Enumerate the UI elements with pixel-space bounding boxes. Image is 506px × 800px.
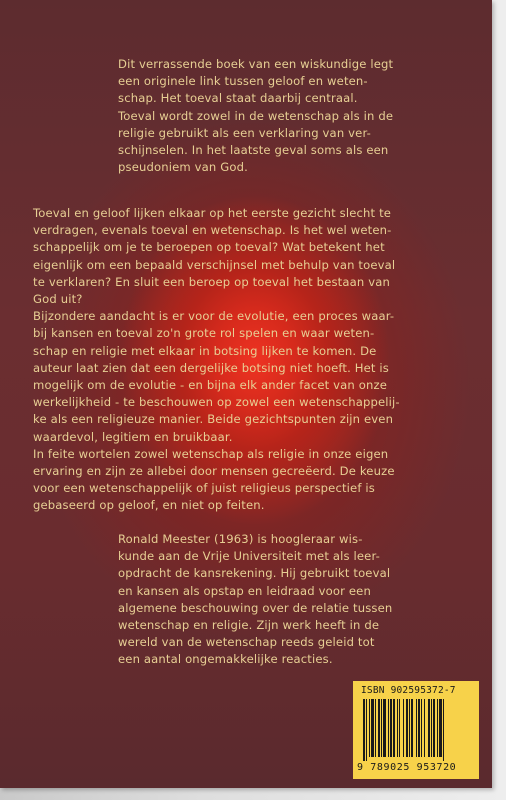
intro-line: religie gebruikt als een verklaring van ver- xyxy=(118,125,371,140)
intro-line: Dit verrassende boek van een wiskundige legt xyxy=(118,57,394,71)
body-line: Bijzondere aandacht is er voor de evolutie, een proces waar- xyxy=(33,309,395,324)
intro-paragraph xyxy=(118,56,428,176)
barcode-bar xyxy=(403,699,404,757)
isbn-barcode xyxy=(353,681,479,779)
barcode-bar xyxy=(363,699,365,761)
barcode-bar xyxy=(431,699,432,757)
barcode-bar xyxy=(439,699,442,757)
barcode-bar xyxy=(428,699,430,757)
barcode-bars xyxy=(363,699,471,761)
isbn-label: ISBN 902595372-7 xyxy=(361,685,456,696)
barcode-bar xyxy=(399,699,400,757)
body-line: schappelijk om je te beroepen op toeval? Wat betekent het xyxy=(33,240,385,255)
body-line: God uit? xyxy=(33,292,83,307)
author-bio xyxy=(118,531,428,669)
body-line: In feite wortelen zowel wetenschap als religie in onze eigen xyxy=(33,446,389,461)
bio-line: Ronald Meester (1963) is hoogleraar wis- xyxy=(118,532,363,546)
barcode-bar xyxy=(416,699,417,757)
body-line: ervaring en zijn ze allebei door mensen gecreëerd. De keuze xyxy=(33,464,395,479)
body-line: schap en religie met elkaar in botsing lijken te komen. De xyxy=(33,343,377,358)
barcode-bar xyxy=(393,699,395,757)
body-line: voor een wetenschappelijk of juist religieus perspectief is xyxy=(33,481,375,496)
barcode-bar xyxy=(411,699,413,757)
barcode-bar xyxy=(418,699,420,757)
ean-digits: 9 789025 953720 xyxy=(357,762,457,773)
bio-line: een aantal ongemakkelijke reacties. xyxy=(118,652,333,667)
barcode-bar xyxy=(378,699,380,757)
body-line: eigenlijk om een bepaald verschijnsel met behulp van toeval xyxy=(33,257,396,272)
barcode-bar xyxy=(383,699,386,757)
intro-line: Toeval wordt zowel in de wetenschap als in de xyxy=(118,108,394,123)
body-line: waardevol, legitiem en bruikbaar. xyxy=(33,429,233,444)
body-line: auteur laat zien dat een dergelijke botsing niet hoeft. Het is xyxy=(33,360,389,375)
bio-line: opdracht de kansrekening. Hij gebruikt toeval xyxy=(118,566,391,581)
intro-line: schap. Het toeval staat daarbij centraal. xyxy=(118,91,358,106)
intro-line: pseudoniem van God. xyxy=(118,160,248,175)
barcode-bar xyxy=(369,699,370,757)
barcode-bar xyxy=(421,699,422,757)
barcode-bar xyxy=(375,699,376,757)
barcode-bar xyxy=(437,699,438,757)
body-line: verdragen, evenals toeval en wetenschap. Is het wel weten- xyxy=(33,223,392,238)
barcode-bar xyxy=(366,699,367,761)
barcode-bar xyxy=(381,699,382,757)
bio-line: algemene beschouwing over de relatie tussen xyxy=(118,600,393,615)
body-line: te verklaren? En sluit een beroep op toeval het bestaan van xyxy=(33,274,390,289)
barcode-bar xyxy=(371,699,374,757)
barcode-bar xyxy=(390,699,392,757)
barcode-bar xyxy=(433,699,435,757)
barcode-bar xyxy=(406,699,408,757)
bio-line: wereld van de wetenschap reeds geleid tot xyxy=(118,635,375,650)
barcode-bar xyxy=(397,699,398,757)
body-line: bij kansen en toeval zo'n grote rol spelen en waar weten- xyxy=(33,326,375,341)
body-line: Toeval en geloof lijken elkaar op het eerste gezicht slecht te xyxy=(33,206,392,220)
body-line: mogelijk om de evolutie - en bijna elk ander facet van onze xyxy=(33,378,387,393)
barcode-bar xyxy=(424,699,425,757)
bio-line: en kansen als opstap en leidraad voor een xyxy=(118,583,371,598)
bio-line: kunde aan de Vrije Universiteit met als leer- xyxy=(118,549,380,564)
intro-line: een originele link tussen geloof en weten- xyxy=(118,74,368,89)
body-line: werkelijkheid - te beschouwen op zowel een wetenschappelij- xyxy=(33,395,400,410)
body-line: ke als een religieuze manier. Beide gezichtspunten zijn even xyxy=(33,412,394,427)
intro-line: schijnselen. In het laatste geval soms als een xyxy=(118,143,389,158)
body-line: gebaseerd op geloof, en niet op feiten. xyxy=(33,498,265,513)
barcode-bar xyxy=(409,699,410,757)
barcode-bar xyxy=(443,699,444,761)
barcode-bar xyxy=(388,699,389,757)
body-paragraphs xyxy=(33,205,475,515)
bio-line: wetenschap en religie. Zijn werk heeft in de xyxy=(118,618,380,633)
